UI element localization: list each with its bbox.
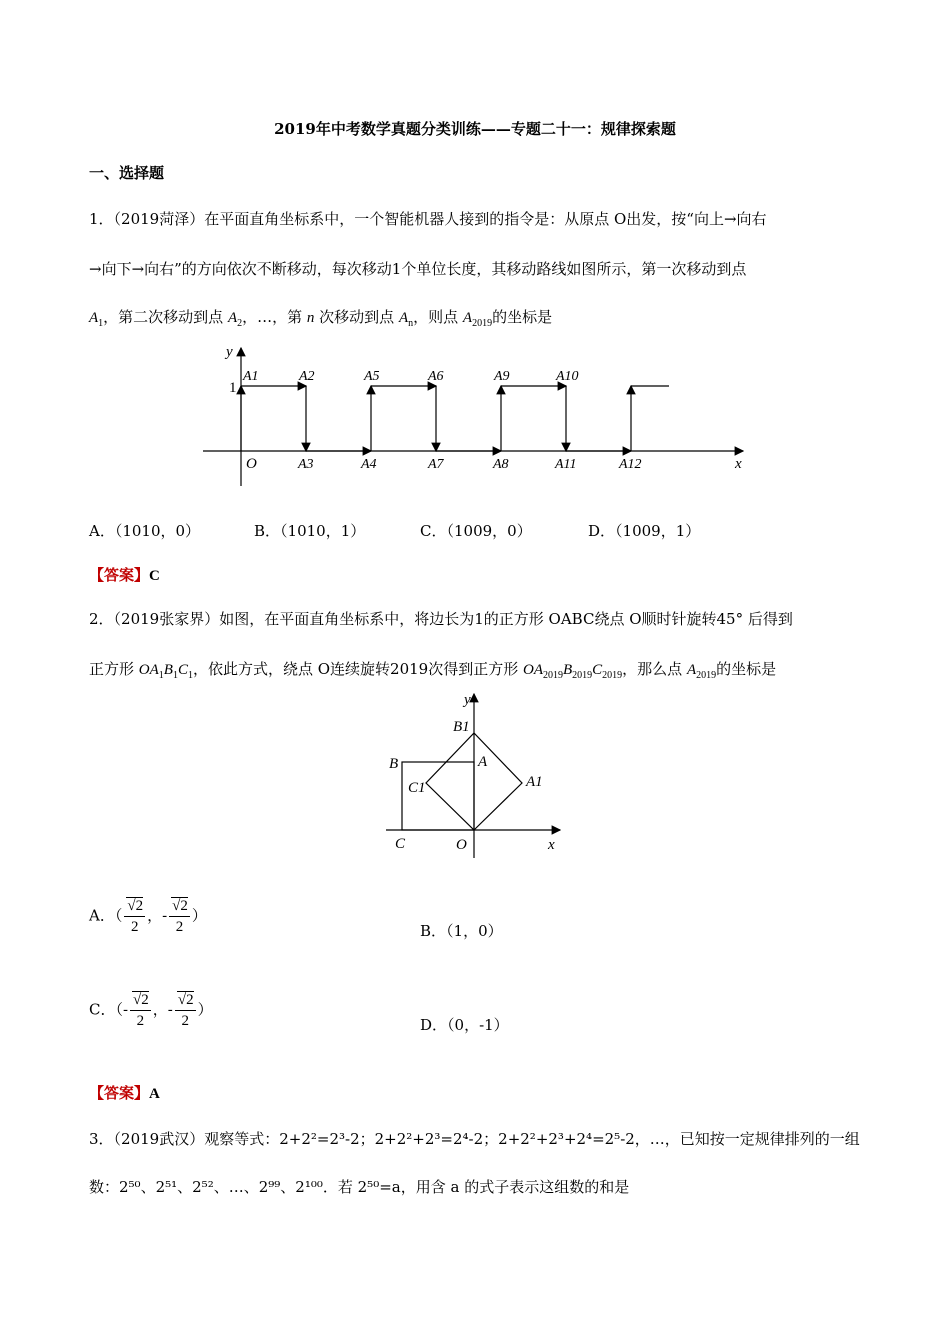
- x-axis-label: x: [735, 456, 742, 472]
- frac-sqrt2-over-2: $\frac{√2}{2}$: [169, 896, 190, 937]
- q1-answer: 【答案】C: [89, 566, 160, 584]
- q1-line3: $A_1$，第二次移动到点 $A_2$，…，第 n 次移动到点 $A_n$，则点 $A_{2019}$的坐标是: [89, 308, 553, 329]
- label-c: C: [395, 836, 406, 852]
- q1-line1: 1．（2019菏泽）在平面直角坐标系中，一个智能机器人接到的指令是：从原点 O出发，按“向上→向右: [89, 210, 767, 228]
- label-a1: A1: [526, 774, 543, 790]
- q2-answer: 【答案】A: [89, 1084, 160, 1102]
- label-a2: A2: [299, 369, 315, 384]
- label-a9: A9: [494, 369, 510, 384]
- x-axis-label: x: [548, 837, 555, 853]
- q1-line2: →向下→向右”的方向依次不断移动，每次移动1个单位长度，其移动路线如图所示，第一次移动到点: [89, 260, 747, 278]
- frac-sqrt2-over-2: $\frac{√2}{2}$: [130, 990, 151, 1031]
- q2-option-c: C．（- $\frac{√2}{2}$ ，- $\frac{√2}{2}$ ）: [89, 992, 213, 1029]
- q1-option-a: A．（1010，0）: [89, 522, 201, 540]
- q2-line2: 正方形 $OA_1B_1C_1$，依此方式，绕点 O连续旋转2019次得到正方形 $OA_{2019}B_{2019}C_{2019}$，那么点 $A_{2019}$的坐标是: [89, 660, 777, 681]
- label-a4: A4: [361, 457, 377, 472]
- page-title: 2019年中考数学真题分类训练——专题二十一：规律探索题: [274, 120, 676, 138]
- label-a: A: [478, 754, 488, 770]
- label-a6: A6: [428, 369, 444, 384]
- label-c1: C1: [408, 780, 426, 796]
- q3-line1: 3．（2019武汉）观察等式：2+2²=2³-2；2+2²+2³=2⁴-2；2+2²+2³+2⁴=2⁵-2，…，已知按一定规律排列的一组: [89, 1130, 860, 1148]
- q1-path-figure: [195, 338, 755, 490]
- q3-line2: 数：2⁵⁰、2⁵¹、2⁵²、…、2⁹⁹、2¹⁰⁰．若 2⁵⁰=a，用含 a 的式子表示这组数的和是: [89, 1178, 630, 1196]
- q2-option-b: B．（1，0）: [420, 922, 503, 940]
- origin-label: O: [456, 837, 467, 853]
- label-a8: A8: [493, 457, 509, 472]
- label-a5: A5: [364, 369, 380, 384]
- section-heading: 一、选择题: [89, 164, 165, 182]
- tick-label-1: 1: [229, 380, 237, 396]
- label-a12: A12: [619, 457, 642, 472]
- q1-option-b: B．（1010，1）: [254, 522, 366, 540]
- q2-rotation-figure: [380, 688, 570, 860]
- label-b1: B1: [453, 719, 470, 735]
- label-a11: A11: [555, 457, 577, 472]
- q2-option-d: D．（0，-1）: [420, 1016, 509, 1034]
- y-axis-label: y: [226, 344, 233, 360]
- label-b: B: [389, 756, 399, 772]
- origin-label: O: [246, 456, 257, 472]
- q1-option-d: D．（1009，1）: [588, 522, 701, 540]
- y-axis-label: y: [464, 692, 471, 708]
- label-a10: A10: [556, 369, 579, 384]
- label-a3: A3: [298, 457, 314, 472]
- frac-sqrt2-over-2: $\frac{√2}{2}$: [124, 896, 145, 937]
- q1-option-c: C．（1009，0）: [420, 522, 532, 540]
- label-a7: A7: [428, 457, 444, 472]
- q2-option-a: A．（ $\frac{√2}{2}$ ，- $\frac{√2}{2}$ ）: [89, 898, 207, 935]
- q2-line1: 2．（2019张家界）如图，在平面直角坐标系中，将边长为1的正方形 OABC绕点 O顺时针旋转45° 后得到: [89, 610, 793, 628]
- label-a1: A1: [243, 369, 259, 384]
- frac-sqrt2-over-2: $\frac{√2}{2}$: [175, 990, 196, 1031]
